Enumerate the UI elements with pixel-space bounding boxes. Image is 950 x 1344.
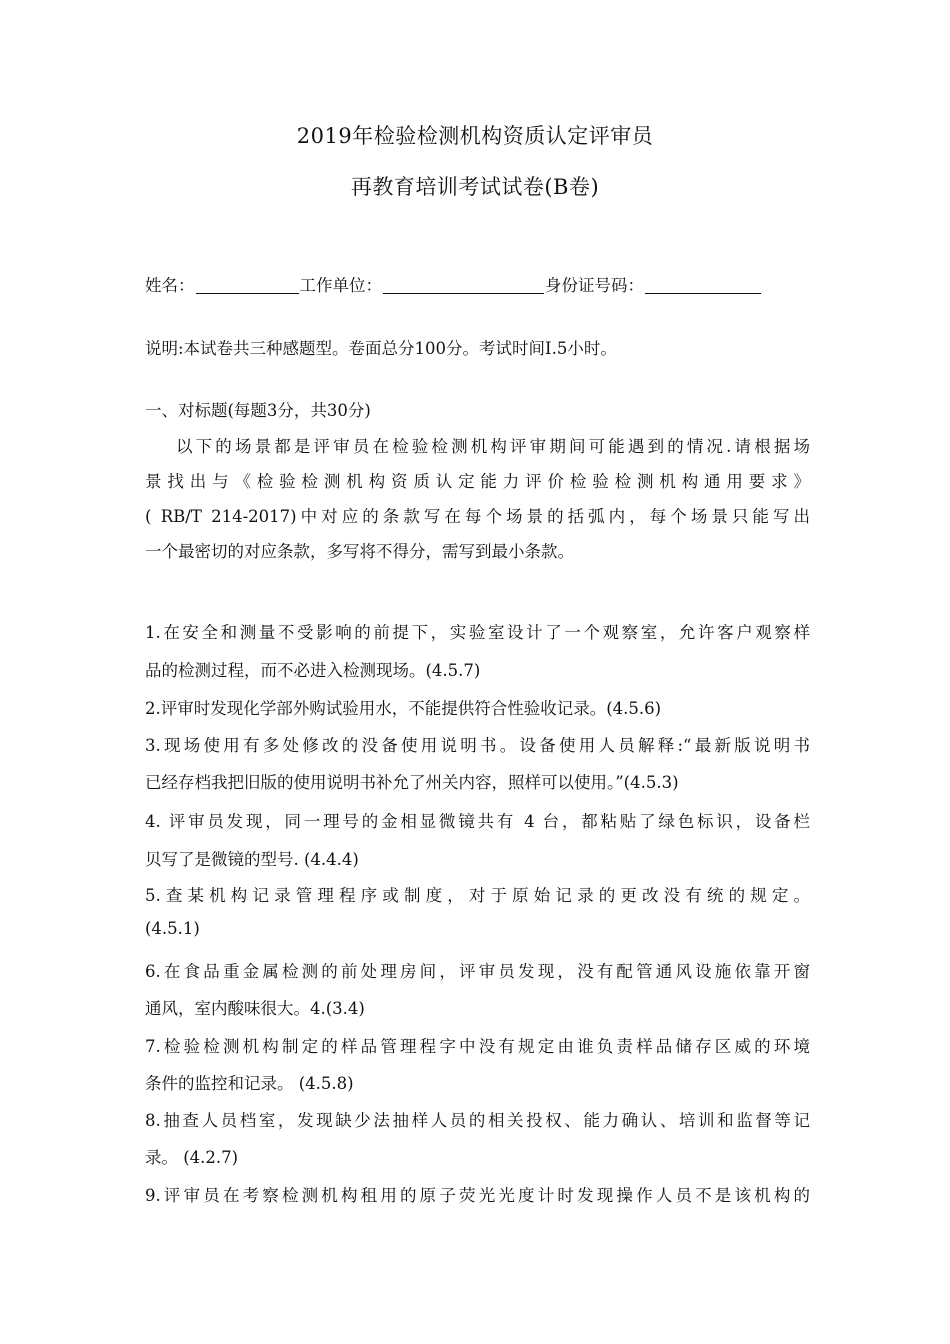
id-label: 身份证号码： [545,276,644,295]
exam-title-line1: 2019年检验检测机构资质认定评审员 [296,124,654,148]
question-line: 9.评审员在考察检测机构租用的原子荧光光度计时发现操作人员不是该机构的 [145,1186,810,1205]
unit-label: 工作单位： [299,276,382,295]
question-line: 6.在食品重金属检测的前处理房间，评审员发现，没有配管通风设施依靠开窗 [145,962,810,981]
section1-intro-line: 以下的场景都是评审员在检验检测机构评审期间可能遇到的情况.请根据场 [176,437,810,456]
section1-intro-line: ( RB/T 214-2017)中对应的条款写在每个场景的括弧内，每个场景只能写出 [145,507,810,526]
section1-intro-line: 一个最密切的对应条款，多写将不得分，需写到最小条款。 [145,542,574,561]
question-line: 7.检验检测机构制定的样品管理程字中没有规定由谁负责样品储存区威的环境 [145,1037,810,1056]
section1-heading: 一、对标题(每题3分，共30分) [145,401,371,420]
section1-intro-line: 景找出与《检验检测机构资质认定能力评价检验检测机构通用要求》 [145,472,810,491]
question-line: 已经存档我把旧版的使用说明书补允了州关内容，照样可以使用。”(4.5.3) [145,773,679,792]
id-blank[interactable] [645,275,761,294]
examinee-info-row [145,272,762,296]
question-line: 4. 评审员发现，同一理号的金相显微镜共有 4 台，都粘贴了绿色标识，设备栏 [145,812,810,831]
question-line: 3.现场使用有多处修改的没备使用说明书。设备使用人员解释:“最新版说明书 [145,736,810,755]
name-label: 姓名： [145,276,195,295]
question-line: 条件的监控和记录。 (4.5.8) [145,1074,354,1093]
question-line: (4.5.1) [145,919,200,938]
question-line: 5.查某机构记录管理程序或制度，对于原始记录的更改没有统的规定。 [145,886,810,905]
unit-blank[interactable] [383,275,544,294]
question-line: 录。 (4.2.7) [145,1148,239,1167]
exam-note: 说明:本试卷共三种感题型。卷面总分100分。考试时间I.5小时。 [145,339,617,358]
exam-title-line2: 再教育培训考试试卷(B卷) [350,175,600,199]
question-line: 1.在安全和测量不受影响的前提下，实验室设计了一个观察室，允许客户观察样 [145,623,810,642]
question-line: 8.抽查人员档室，发现缺少法抽样人员的相关投权、能力确认、培训和监督等记 [145,1111,810,1130]
question-line: 品的检测过程，而不必进入检测现场。(4.5.7) [145,661,481,680]
question-line: 贝写了是微镜的型号. (4.4.4) [145,850,359,869]
question-line: 2.评审时发现化学部外购试验用水，不能提供符合性验收记录。(4.5.6) [145,699,662,718]
question-line: 通风，室内酸味很大。4.(3.4) [145,999,365,1018]
name-blank[interactable] [196,275,299,294]
